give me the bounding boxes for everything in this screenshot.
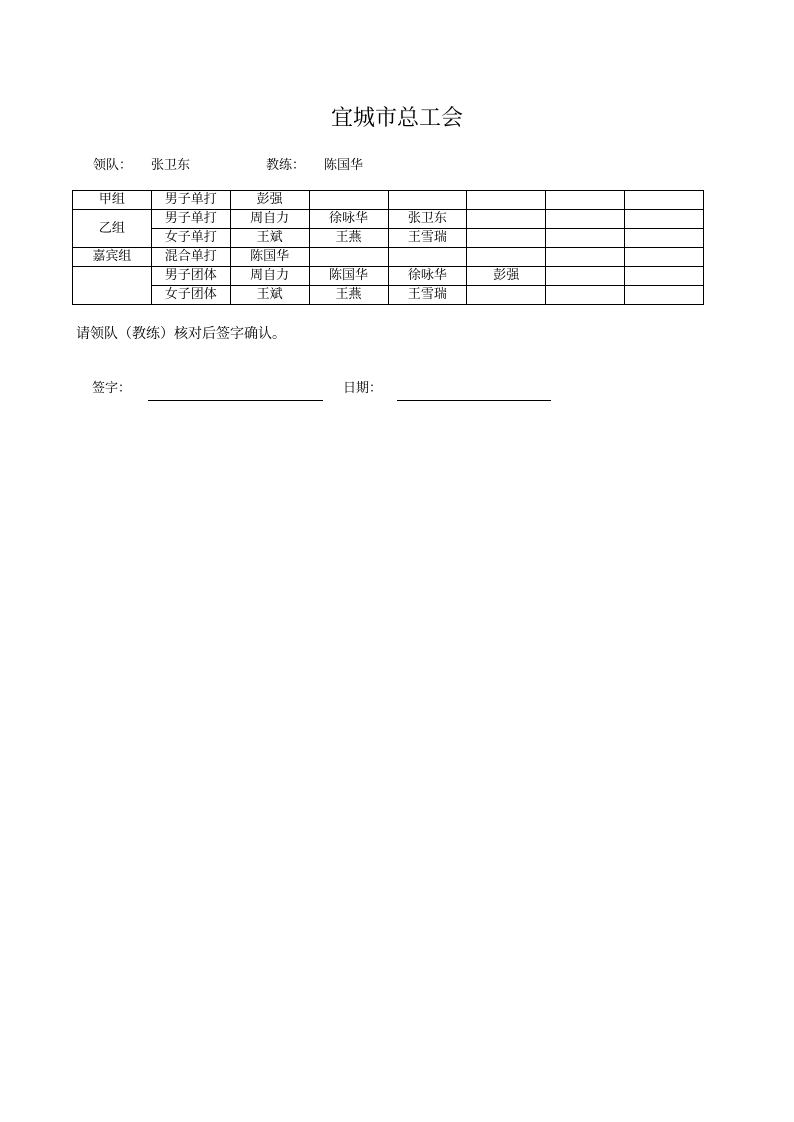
event-cell: 女子团体 — [151, 286, 230, 305]
roster-table — [72, 190, 704, 305]
group-cell: 乙组 — [73, 210, 152, 248]
player-cell: 陈国华 — [230, 248, 309, 267]
player-cell: 徐咏华 — [388, 267, 467, 286]
player-cell: 王雪瑞 — [388, 286, 467, 305]
table-row — [73, 210, 704, 229]
signature-label: 签字： — [92, 381, 132, 396]
player-cell — [546, 267, 625, 286]
player-cell — [467, 286, 546, 305]
player-cell — [546, 248, 625, 267]
player-cell: 王斌 — [230, 286, 309, 305]
coach-name: 陈国华 — [324, 158, 364, 173]
event-cell: 女子单打 — [151, 229, 230, 248]
group-cell — [73, 267, 152, 305]
player-cell: 陈国华 — [309, 267, 388, 286]
event-cell: 男子单打 — [151, 210, 230, 229]
player-cell: 彭强 — [230, 191, 309, 210]
player-cell — [467, 229, 546, 248]
player-cell: 张卫东 — [388, 210, 467, 229]
player-cell — [309, 248, 388, 267]
table-row — [73, 286, 704, 305]
player-cell: 周自力 — [230, 267, 309, 286]
confirmation-note: 请领队（教练）核对后签字确认。 — [76, 326, 286, 342]
player-cell: 王斌 — [230, 229, 309, 248]
player-cell: 彭强 — [467, 267, 546, 286]
player-cell: 徐咏华 — [309, 210, 388, 229]
group-cell: 甲组 — [73, 191, 152, 210]
signature-line[interactable] — [148, 400, 323, 401]
player-cell — [625, 229, 704, 248]
player-cell — [546, 210, 625, 229]
event-cell: 混合单打 — [151, 248, 230, 267]
player-cell: 王燕 — [309, 229, 388, 248]
group-cell: 嘉宾组 — [73, 248, 152, 267]
player-cell — [388, 191, 467, 210]
player-cell: 周自力 — [230, 210, 309, 229]
leader-label: 领队： — [93, 158, 133, 173]
event-cell: 男子单打 — [151, 191, 230, 210]
player-cell — [546, 286, 625, 305]
player-cell — [546, 229, 625, 248]
player-cell — [467, 210, 546, 229]
player-cell — [625, 286, 704, 305]
document-title: 宜城市总工会 — [330, 106, 463, 131]
player-cell: 王燕 — [309, 286, 388, 305]
date-line[interactable] — [397, 400, 551, 401]
player-cell — [388, 248, 467, 267]
player-cell — [625, 267, 704, 286]
player-cell — [625, 191, 704, 210]
player-cell — [546, 191, 625, 210]
table-row — [73, 191, 704, 210]
coach-label: 教练： — [266, 158, 306, 173]
player-cell — [625, 210, 704, 229]
player-cell: 王雪瑞 — [388, 229, 467, 248]
player-cell — [467, 248, 546, 267]
leader-name: 张卫东 — [151, 158, 191, 173]
table-row — [73, 267, 704, 286]
player-cell — [625, 248, 704, 267]
player-cell — [467, 191, 546, 210]
table-row — [73, 248, 704, 267]
player-cell — [309, 191, 388, 210]
event-cell: 男子团体 — [151, 267, 230, 286]
date-label: 日期： — [343, 381, 383, 396]
table-row — [73, 229, 704, 248]
